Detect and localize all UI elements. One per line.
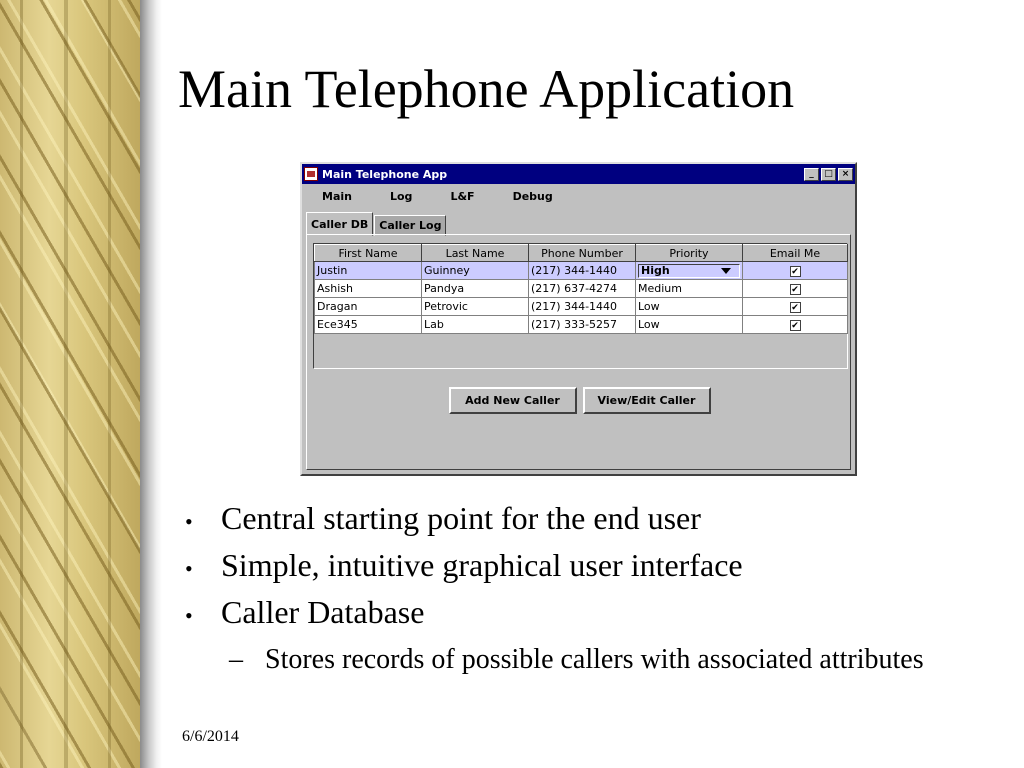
table-row[interactable] (315, 316, 848, 334)
col-header-last-name[interactable]: Last Name (422, 245, 529, 262)
bullet-marker: • (185, 556, 193, 581)
menu-log[interactable]: Log (389, 189, 413, 203)
cell-priority[interactable] (636, 262, 743, 280)
slide-title: Main Telephone Application (178, 59, 795, 119)
cell-last-name[interactable]: Lab (422, 316, 529, 334)
table-row[interactable] (315, 298, 848, 316)
col-header-first-name[interactable]: First Name (315, 245, 422, 262)
bullet-list (185, 500, 995, 679)
table-row[interactable] (315, 280, 848, 298)
caller-db-panel (306, 234, 851, 470)
cell-priority[interactable]: Low (636, 316, 743, 334)
menu-bar (302, 184, 855, 208)
action-buttons (307, 387, 852, 414)
menu-main[interactable]: Main (322, 189, 352, 203)
tab-caller-log[interactable]: Caller Log (374, 215, 446, 236)
bullet-item (185, 594, 995, 641)
caller-table (314, 244, 848, 334)
cell-email-me (743, 316, 848, 334)
java-app-icon (304, 167, 318, 181)
email-me-checkbox[interactable]: ✔ (791, 302, 799, 313)
cell-priority[interactable]: Medium (636, 280, 743, 298)
maximize-button[interactable]: □ (821, 168, 836, 181)
footer-date: 6/6/2014 (182, 728, 239, 745)
cell-phone[interactable]: (217) 637-4274 (529, 280, 636, 298)
email-me-checkbox[interactable]: ✔ (791, 284, 799, 295)
cell-first-name[interactable]: Justin (315, 262, 422, 280)
cell-phone[interactable]: (217) 344-1440 (529, 262, 636, 280)
sub-bullet-marker: – (229, 644, 243, 675)
cell-phone[interactable]: (217) 344-1440 (529, 298, 636, 316)
bullet-text: Central starting point for the end user (221, 500, 701, 536)
cell-email-me (743, 298, 848, 316)
minimize-button[interactable]: _ (804, 168, 819, 181)
sub-bullet-item (229, 641, 995, 679)
email-me-checkbox[interactable]: ✔ (791, 266, 799, 277)
priority-combobox[interactable] (638, 264, 740, 278)
cell-email-me (743, 280, 848, 298)
window-title: Main Telephone App (322, 167, 448, 181)
bullet-item (185, 547, 995, 594)
add-new-caller-button[interactable]: Add New Caller (449, 387, 577, 414)
cell-last-name[interactable]: Guinney (422, 262, 529, 280)
sub-bullet-text: Stores records of possible callers with associated attributes (265, 644, 924, 675)
cell-last-name[interactable]: Pandya (422, 280, 529, 298)
band-stripe (20, 0, 23, 768)
col-header-phone-number[interactable]: Phone Number (529, 245, 636, 262)
app-window (300, 162, 857, 476)
menu-look-and-feel[interactable]: L&F (450, 189, 475, 203)
band-stripe (108, 0, 111, 768)
bullet-marker: • (185, 603, 193, 628)
cell-priority[interactable]: Low (636, 298, 743, 316)
window-titlebar[interactable] (302, 164, 855, 184)
email-me-checkbox[interactable]: ✔ (791, 320, 799, 331)
bullet-text: Caller Database (221, 594, 425, 630)
table-row[interactable] (315, 262, 848, 280)
cell-phone[interactable]: (217) 333-5257 (529, 316, 636, 334)
col-header-email-me[interactable]: Email Me (743, 245, 848, 262)
band-stripe (64, 0, 68, 768)
col-header-priority[interactable]: Priority (636, 245, 743, 262)
table-header-row (315, 245, 848, 262)
caller-table-scrollpane[interactable] (313, 243, 848, 369)
priority-selected-value: High (641, 264, 670, 277)
chevron-down-icon[interactable] (721, 268, 731, 274)
cell-email-me (743, 262, 848, 280)
side-band-shadow (140, 0, 162, 768)
cell-first-name[interactable]: Dragan (315, 298, 422, 316)
view-edit-caller-button[interactable]: View/Edit Caller (583, 387, 711, 414)
tab-strip (302, 212, 855, 236)
menu-debug[interactable]: Debug (512, 189, 553, 203)
bullet-item (185, 500, 995, 547)
cell-last-name[interactable]: Petrovic (422, 298, 529, 316)
tab-caller-db[interactable]: Caller DB (306, 212, 373, 236)
decorative-side-band (0, 0, 140, 768)
bullet-text: Simple, intuitive graphical user interface (221, 547, 743, 583)
close-button[interactable]: × (838, 168, 853, 181)
cell-first-name[interactable]: Ashish (315, 280, 422, 298)
bullet-marker: • (185, 509, 193, 534)
cell-first-name[interactable]: Ece345 (315, 316, 422, 334)
